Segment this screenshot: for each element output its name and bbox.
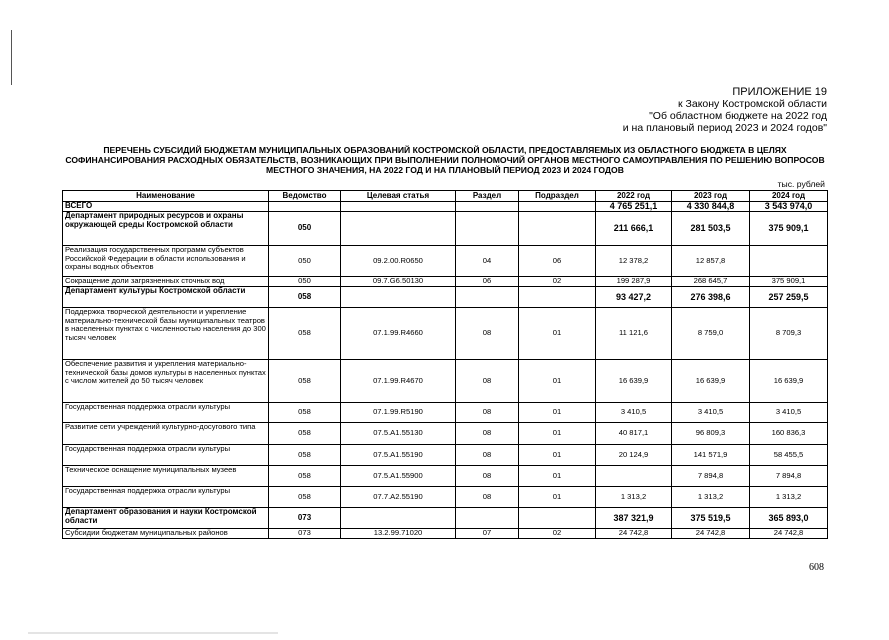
cell-2023: 3 410,5 bbox=[672, 403, 750, 423]
cell-subsection bbox=[519, 287, 596, 308]
cell-name: Реализация государственных программ субъектов Российской Федерации в области использования и охраны водных объектов bbox=[63, 246, 269, 277]
cell-subsection: 06 bbox=[519, 246, 596, 277]
appendix-heading bbox=[467, 86, 827, 134]
cell-2024: 3 543 974,0 bbox=[750, 202, 828, 212]
cell-subsection bbox=[519, 212, 596, 246]
cell-section: 07 bbox=[456, 529, 519, 539]
cell-name: Техническое оснащение муниципальных музеев bbox=[63, 466, 269, 487]
cell-name: Развитие сети учреждений культурно-досугового типа bbox=[63, 423, 269, 445]
cell-subsection: 01 bbox=[519, 403, 596, 423]
cell-subsection bbox=[519, 508, 596, 529]
table-row-total bbox=[63, 202, 828, 212]
cell-dept: 073 bbox=[269, 529, 341, 539]
cell-2022: 1 313,2 bbox=[596, 487, 672, 508]
cell-2022: 24 742,8 bbox=[596, 529, 672, 539]
cell-target: 07.7.A2.55190 bbox=[341, 487, 456, 508]
cell-2024: 375 909,1 bbox=[750, 212, 828, 246]
cell-2024: 365 893,0 bbox=[750, 508, 828, 529]
scan-artifact bbox=[28, 632, 278, 634]
cell-2022: 199 287,9 bbox=[596, 277, 672, 287]
cell-dept: 058 bbox=[269, 445, 341, 466]
cell-name: Департамент культуры Костромской области bbox=[63, 287, 269, 308]
cell-target: 07.1.99.R5190 bbox=[341, 403, 456, 423]
cell-2023: 276 398,6 bbox=[672, 287, 750, 308]
cell-target: 07.1.99.R4660 bbox=[341, 308, 456, 360]
cell-2023: 12 857,8 bbox=[672, 246, 750, 277]
cell-name: Департамент образования и науки Костромской области bbox=[63, 508, 269, 529]
cell-name: Поддержка творческой деятельности и укрепление материально-технической базы муниципальных театров в населенных пунктах с численностью населения до 300 тысяч человек bbox=[63, 308, 269, 360]
cell-2022: 20 124,9 bbox=[596, 445, 672, 466]
cell-subsection bbox=[519, 202, 596, 212]
cell-2022: 387 321,9 bbox=[596, 508, 672, 529]
cell-section: 08 bbox=[456, 487, 519, 508]
cell-section bbox=[456, 212, 519, 246]
cell-section: 04 bbox=[456, 246, 519, 277]
table-row bbox=[63, 445, 828, 466]
cell-subsection: 02 bbox=[519, 277, 596, 287]
cell-subsection: 01 bbox=[519, 360, 596, 403]
cell-2024: 58 455,5 bbox=[750, 445, 828, 466]
appendix-line-2: "Об областном бюджете на 2022 год bbox=[649, 110, 827, 122]
cell-dept: 058 bbox=[269, 308, 341, 360]
cell-2023: 281 503,5 bbox=[672, 212, 750, 246]
cell-dept: 058 bbox=[269, 423, 341, 445]
cell-subsection: 01 bbox=[519, 445, 596, 466]
cell-target: 09.2.00.R0650 bbox=[341, 246, 456, 277]
cell-2022 bbox=[596, 466, 672, 487]
cell-target bbox=[341, 287, 456, 308]
cell-2022: 3 410,5 bbox=[596, 403, 672, 423]
col-header-2022: 2022 год bbox=[596, 191, 672, 202]
appendix-line-3: и на плановый период 2023 и 2024 годов" bbox=[622, 122, 827, 134]
table-row bbox=[63, 246, 828, 277]
cell-section: 08 bbox=[456, 360, 519, 403]
cell-target: 07.5.A1.55130 bbox=[341, 423, 456, 445]
cell-target: 07.5.A1.55190 bbox=[341, 445, 456, 466]
subsidies-table bbox=[62, 190, 828, 539]
cell-target: 09.7.G6.50130 bbox=[341, 277, 456, 287]
cell-2024: 7 894,8 bbox=[750, 466, 828, 487]
cell-dept: 058 bbox=[269, 360, 341, 403]
cell-2022: 4 765 251,1 bbox=[596, 202, 672, 212]
margin-line bbox=[11, 30, 12, 85]
table-row bbox=[63, 308, 828, 360]
cell-2024: 24 742,8 bbox=[750, 529, 828, 539]
appendix-line-1: к Закону Костромской области bbox=[678, 98, 827, 110]
table-row bbox=[63, 360, 828, 403]
cell-dept: 058 bbox=[269, 487, 341, 508]
col-header-2024: 2024 год bbox=[750, 191, 828, 202]
cell-section: 08 bbox=[456, 423, 519, 445]
cell-2024: 257 259,5 bbox=[750, 287, 828, 308]
cell-section bbox=[456, 287, 519, 308]
cell-target: 07.1.99.R4670 bbox=[341, 360, 456, 403]
col-header-2023: 2023 год bbox=[672, 191, 750, 202]
cell-2023: 24 742,8 bbox=[672, 529, 750, 539]
cell-target bbox=[341, 212, 456, 246]
cell-name: Департамент природных ресурсов и охраны окружающей среды Костромской области bbox=[63, 212, 269, 246]
cell-dept: 073 bbox=[269, 508, 341, 529]
page-number: 608 bbox=[809, 562, 824, 573]
cell-dept: 058 bbox=[269, 466, 341, 487]
cell-name: ВСЕГО bbox=[63, 202, 269, 212]
cell-target: 07.5.A1.55900 bbox=[341, 466, 456, 487]
table-row bbox=[63, 423, 828, 445]
cell-2023: 8 759,0 bbox=[672, 308, 750, 360]
cell-2022: 12 378,2 bbox=[596, 246, 672, 277]
appendix-title: ПРИЛОЖЕНИЕ 19 bbox=[732, 86, 827, 98]
cell-subsection: 01 bbox=[519, 487, 596, 508]
cell-dept: 058 bbox=[269, 287, 341, 308]
cell-2023: 7 894,8 bbox=[672, 466, 750, 487]
cell-2024: 1 313,2 bbox=[750, 487, 828, 508]
cell-name: Государственная поддержка отрасли культуры bbox=[63, 487, 269, 508]
col-header-subsection: Подраздел bbox=[519, 191, 596, 202]
cell-target: 13.2.99.71020 bbox=[341, 529, 456, 539]
cell-2022: 93 427,2 bbox=[596, 287, 672, 308]
cell-section: 08 bbox=[456, 466, 519, 487]
cell-2024: 375 909,1 bbox=[750, 277, 828, 287]
cell-dept: 050 bbox=[269, 277, 341, 287]
cell-2024: 160 836,3 bbox=[750, 423, 828, 445]
units-label: тыс. рублей bbox=[777, 179, 825, 189]
table-row bbox=[63, 287, 828, 308]
cell-2022: 40 817,1 bbox=[596, 423, 672, 445]
cell-2023: 375 519,5 bbox=[672, 508, 750, 529]
table-row bbox=[63, 277, 828, 287]
cell-section: 08 bbox=[456, 308, 519, 360]
cell-2024: 8 709,3 bbox=[750, 308, 828, 360]
cell-2023: 96 809,3 bbox=[672, 423, 750, 445]
cell-2023: 268 645,7 bbox=[672, 277, 750, 287]
cell-dept: 050 bbox=[269, 212, 341, 246]
cell-section bbox=[456, 508, 519, 529]
table-row bbox=[63, 508, 828, 529]
cell-2023: 4 330 844,8 bbox=[672, 202, 750, 212]
cell-2023: 141 571,9 bbox=[672, 445, 750, 466]
table-header-row bbox=[63, 191, 828, 202]
col-header-section: Раздел bbox=[456, 191, 519, 202]
cell-section: 08 bbox=[456, 445, 519, 466]
cell-subsection: 01 bbox=[519, 466, 596, 487]
cell-2022: 16 639,9 bbox=[596, 360, 672, 403]
cell-section: 06 bbox=[456, 277, 519, 287]
cell-name: Сокращение доли загрязненных сточных вод bbox=[63, 277, 269, 287]
cell-target bbox=[341, 202, 456, 212]
cell-2023: 1 313,2 bbox=[672, 487, 750, 508]
document-title: ПЕРЕЧЕНЬ СУБСИДИЙ БЮДЖЕТАМ МУНИЦИПАЛЬНЫХ ОБРАЗОВАНИЙ КОСТРОМСКОЙ ОБЛАСТИ, ПРЕДОСТАВЛЯЕМЫХ ИЗ ОБЛАСТНОГО БЮДЖЕТА В ЦЕЛЯХ СОФИНАНСИРОВАНИЯ РАСХОДНЫХ ОБЯЗАТЕЛЬСТВ, ВОЗНИКАЮЩИХ ПРИ ВЫПОЛНЕНИИ ПОЛНОМОЧИЙ ОРГАНОВ МЕСТНОГО САМОУПРАВЛЕНИЯ ПО РЕШЕНИЮ ВОПРОСОВ МЕСТНОГО ЗНАЧЕНИЯ, НА 2022 ГОД И НА ПЛАНОВЫЙ ПЕРИОД 2023 И 2024 ГОДОВ bbox=[65, 145, 825, 175]
cell-dept bbox=[269, 202, 341, 212]
table-row bbox=[63, 487, 828, 508]
cell-section bbox=[456, 202, 519, 212]
cell-subsection: 01 bbox=[519, 308, 596, 360]
col-header-target: Целевая статья bbox=[341, 191, 456, 202]
table-row bbox=[63, 212, 828, 246]
cell-2022: 211 666,1 bbox=[596, 212, 672, 246]
cell-name: Государственная поддержка отрасли культуры bbox=[63, 403, 269, 423]
cell-2024 bbox=[750, 246, 828, 277]
cell-name: Субсидии бюджетам муниципальных районов bbox=[63, 529, 269, 539]
cell-target bbox=[341, 508, 456, 529]
table-row bbox=[63, 466, 828, 487]
cell-subsection: 02 bbox=[519, 529, 596, 539]
cell-dept: 050 bbox=[269, 246, 341, 277]
cell-2024: 3 410,5 bbox=[750, 403, 828, 423]
cell-2023: 16 639,9 bbox=[672, 360, 750, 403]
cell-2022: 11 121,6 bbox=[596, 308, 672, 360]
table-row bbox=[63, 529, 828, 539]
cell-name: Государственная поддержка отрасли культуры bbox=[63, 445, 269, 466]
cell-section: 08 bbox=[456, 403, 519, 423]
cell-2024: 16 639,9 bbox=[750, 360, 828, 403]
cell-name: Обеспечение развития и укрепления материально-технической базы домов культуры в населенных пунктах с числом жителей до 50 тысяч человек bbox=[63, 360, 269, 403]
col-header-name: Наименование bbox=[63, 191, 269, 202]
cell-dept: 058 bbox=[269, 403, 341, 423]
col-header-dept: Ведомство bbox=[269, 191, 341, 202]
cell-subsection: 01 bbox=[519, 423, 596, 445]
table-row bbox=[63, 403, 828, 423]
